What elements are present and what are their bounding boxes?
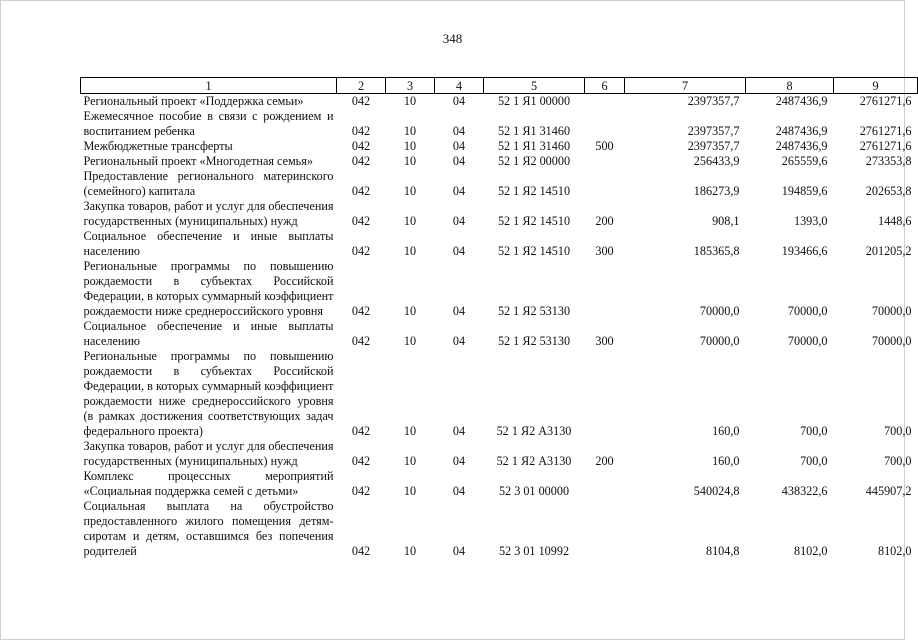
row-admin-code: 042 [351, 454, 371, 468]
column-header: 4 [435, 78, 484, 94]
page-number: 348 [442, 31, 463, 46]
row-amount-year-2: 2487436,9 [775, 139, 828, 153]
row-amount-year-2: 1393,0 [793, 214, 828, 228]
row-amount-year-1: 70000,0 [699, 304, 740, 318]
row-admin-code: 042 [351, 484, 371, 498]
table-row [81, 154, 918, 169]
row-amount-year-1: 2397357,7 [687, 124, 740, 138]
row-amount-year-1: 256433,9 [693, 154, 740, 168]
row-expense-type: 200 [595, 214, 614, 228]
row-amount-year-2: 265559,6 [781, 154, 828, 168]
row-amount-year-1: 908,1 [712, 214, 740, 228]
column-header: 2 [337, 78, 386, 94]
row-subsection: 04 [452, 334, 466, 348]
row-amount-year-3: 2761271,6 [859, 94, 912, 108]
row-expense-type [585, 169, 625, 199]
row-admin-code: 042 [351, 94, 371, 108]
row-target-article: 52 1 Я2 А3130 [496, 424, 572, 438]
row-name: Комплекс процессных мероприятий «Социальная поддержка семей с детьми» [83, 469, 334, 498]
row-subsection: 04 [452, 544, 466, 558]
row-name: Региональный проект «Многодетная семья» [83, 154, 313, 168]
row-subsection: 04 [452, 484, 466, 498]
table-row [81, 139, 918, 154]
row-section: 10 [403, 334, 417, 348]
row-expense-type [585, 109, 625, 139]
row-expense-type: 300 [595, 244, 614, 258]
row-subsection: 04 [452, 454, 466, 468]
row-section: 10 [403, 184, 417, 198]
row-name: Региональные программы по повышению рождаемости в субъектах Российской Федерации, в которых суммарный коэффициент рождаемости ниже среднероссийского уровня [83, 259, 334, 318]
table-row [81, 469, 918, 499]
row-target-article: 52 1 Я2 14510 [497, 244, 571, 258]
row-amount-year-1: 160,0 [712, 424, 740, 438]
row-amount-year-3: 700,0 [884, 454, 912, 468]
row-target-article: 52 3 01 00000 [498, 484, 570, 498]
row-section: 10 [403, 124, 417, 138]
row-admin-code: 042 [351, 124, 371, 138]
column-header: 1 [81, 78, 337, 94]
row-expense-type: 500 [595, 139, 614, 153]
row-name: Ежемесячное пособие в связи с рождением и воспитанием ребенка [83, 109, 334, 138]
row-section: 10 [403, 304, 417, 318]
row-admin-code: 042 [351, 154, 371, 168]
row-target-article: 52 3 01 10992 [498, 544, 570, 558]
row-name: Социальное обеспечение и иные выплаты населению [83, 229, 334, 258]
row-amount-year-2: 70000,0 [787, 334, 828, 348]
header-row [81, 78, 918, 94]
row-expense-type [585, 349, 625, 439]
table-row [81, 319, 918, 349]
row-amount-year-3: 1448,6 [877, 214, 912, 228]
table-row [81, 229, 918, 259]
table-row [81, 109, 918, 139]
row-amount-year-1: 2397357,7 [687, 94, 740, 108]
budget-table [80, 77, 918, 559]
row-target-article: 52 1 Я2 А3130 [496, 454, 572, 468]
row-subsection: 04 [452, 124, 466, 138]
row-target-article: 52 1 Я1 00000 [497, 94, 571, 108]
row-section: 10 [403, 424, 417, 438]
row-amount-year-2: 700,0 [800, 424, 828, 438]
column-header: 7 [625, 78, 746, 94]
row-admin-code: 042 [351, 424, 371, 438]
column-header: 3 [386, 78, 435, 94]
table-row [81, 439, 918, 469]
row-target-article: 52 1 Я2 14510 [497, 184, 571, 198]
row-section: 10 [403, 154, 417, 168]
row-target-article: 52 1 Я2 53130 [497, 334, 571, 348]
row-amount-year-2: 70000,0 [787, 304, 828, 318]
row-subsection: 04 [452, 304, 466, 318]
table-row [81, 199, 918, 229]
row-subsection: 04 [452, 184, 466, 198]
row-admin-code: 042 [351, 334, 371, 348]
row-subsection: 04 [452, 94, 466, 108]
row-amount-year-3: 70000,0 [871, 334, 912, 348]
column-header: 5 [484, 78, 585, 94]
row-admin-code: 042 [351, 304, 371, 318]
row-section: 10 [403, 484, 417, 498]
row-amount-year-3: 202653,8 [865, 184, 912, 198]
row-amount-year-3: 201205,2 [865, 244, 912, 258]
row-admin-code: 042 [351, 214, 371, 228]
row-name: Предоставление регионального материнского (семейного) капитала [83, 169, 334, 198]
row-amount-year-1: 70000,0 [699, 334, 740, 348]
row-amount-year-2: 438322,6 [781, 484, 828, 498]
table-row [81, 499, 918, 559]
column-header: 9 [834, 78, 918, 94]
row-name: Социальная выплата на обустройство предоставленного жилого помещения детям-сиротам и детям, оставшимся без попечения родителей [83, 499, 334, 558]
row-amount-year-2: 2487436,9 [775, 94, 828, 108]
row-expense-type [585, 154, 625, 169]
column-header: 6 [585, 78, 625, 94]
row-expense-type [585, 469, 625, 499]
row-subsection: 04 [452, 214, 466, 228]
row-subsection: 04 [452, 424, 466, 438]
column-header: 8 [746, 78, 834, 94]
row-target-article: 52 1 Я2 00000 [497, 154, 571, 168]
row-amount-year-1: 2397357,7 [687, 139, 740, 153]
row-subsection: 04 [452, 139, 466, 153]
table-row [81, 169, 918, 199]
row-amount-year-3: 8102,0 [877, 544, 912, 558]
row-name: Региональный проект «Поддержка семьи» [83, 94, 304, 108]
row-expense-type [585, 259, 625, 319]
row-section: 10 [403, 454, 417, 468]
row-section: 10 [403, 544, 417, 558]
row-name: Межбюджетные трансферты [83, 139, 233, 153]
row-amount-year-3: 445907,2 [865, 484, 912, 498]
row-subsection: 04 [452, 244, 466, 258]
row-subsection: 04 [452, 154, 466, 168]
row-admin-code: 042 [351, 184, 371, 198]
row-name: Закупка товаров, работ и услуг для обеспечения государственных (муниципальных) нужд [83, 199, 334, 228]
row-amount-year-1: 160,0 [712, 454, 740, 468]
row-amount-year-3: 700,0 [884, 424, 912, 438]
row-amount-year-1: 185365,8 [693, 244, 740, 258]
row-target-article: 52 1 Я1 31460 [497, 124, 571, 138]
row-expense-type [585, 94, 625, 110]
row-amount-year-3: 273353,8 [865, 154, 912, 168]
row-target-article: 52 1 Я2 14510 [497, 214, 571, 228]
table-row [81, 349, 918, 439]
table-row [81, 94, 918, 110]
row-amount-year-2: 194859,6 [781, 184, 828, 198]
row-target-article: 52 1 Я1 31460 [497, 139, 571, 153]
row-admin-code: 042 [351, 139, 371, 153]
row-amount-year-2: 2487436,9 [775, 124, 828, 138]
row-amount-year-2: 8102,0 [793, 544, 828, 558]
row-section: 10 [403, 94, 417, 108]
row-name: Закупка товаров, работ и услуг для обеспечения государственных (муниципальных) нужд [83, 439, 334, 468]
row-amount-year-1: 8104,8 [705, 544, 740, 558]
row-admin-code: 042 [351, 244, 371, 258]
table-body [81, 94, 918, 560]
row-expense-type: 200 [595, 454, 614, 468]
table-row [81, 259, 918, 319]
row-amount-year-3: 2761271,6 [859, 124, 912, 138]
row-expense-type [585, 499, 625, 559]
row-section: 10 [403, 214, 417, 228]
row-expense-type: 300 [595, 334, 614, 348]
row-target-article: 52 1 Я2 53130 [497, 304, 571, 318]
row-section: 10 [403, 244, 417, 258]
row-name: Региональные программы по повышению рождаемости в субъектах Российской Федерации, в которых суммарный коэффициент рождаемости ниже среднероссийского уровня (в рамках достижения соответствующих задач федерального проекта) [83, 349, 334, 438]
row-amount-year-1: 540024,8 [693, 484, 740, 498]
row-amount-year-3: 2761271,6 [859, 139, 912, 153]
row-amount-year-2: 193466,6 [781, 244, 828, 258]
row-amount-year-2: 700,0 [800, 454, 828, 468]
row-section: 10 [403, 139, 417, 153]
row-name: Социальное обеспечение и иные выплаты населению [83, 319, 334, 348]
row-amount-year-1: 186273,9 [693, 184, 740, 198]
row-amount-year-3: 70000,0 [871, 304, 912, 318]
row-admin-code: 042 [351, 544, 371, 558]
